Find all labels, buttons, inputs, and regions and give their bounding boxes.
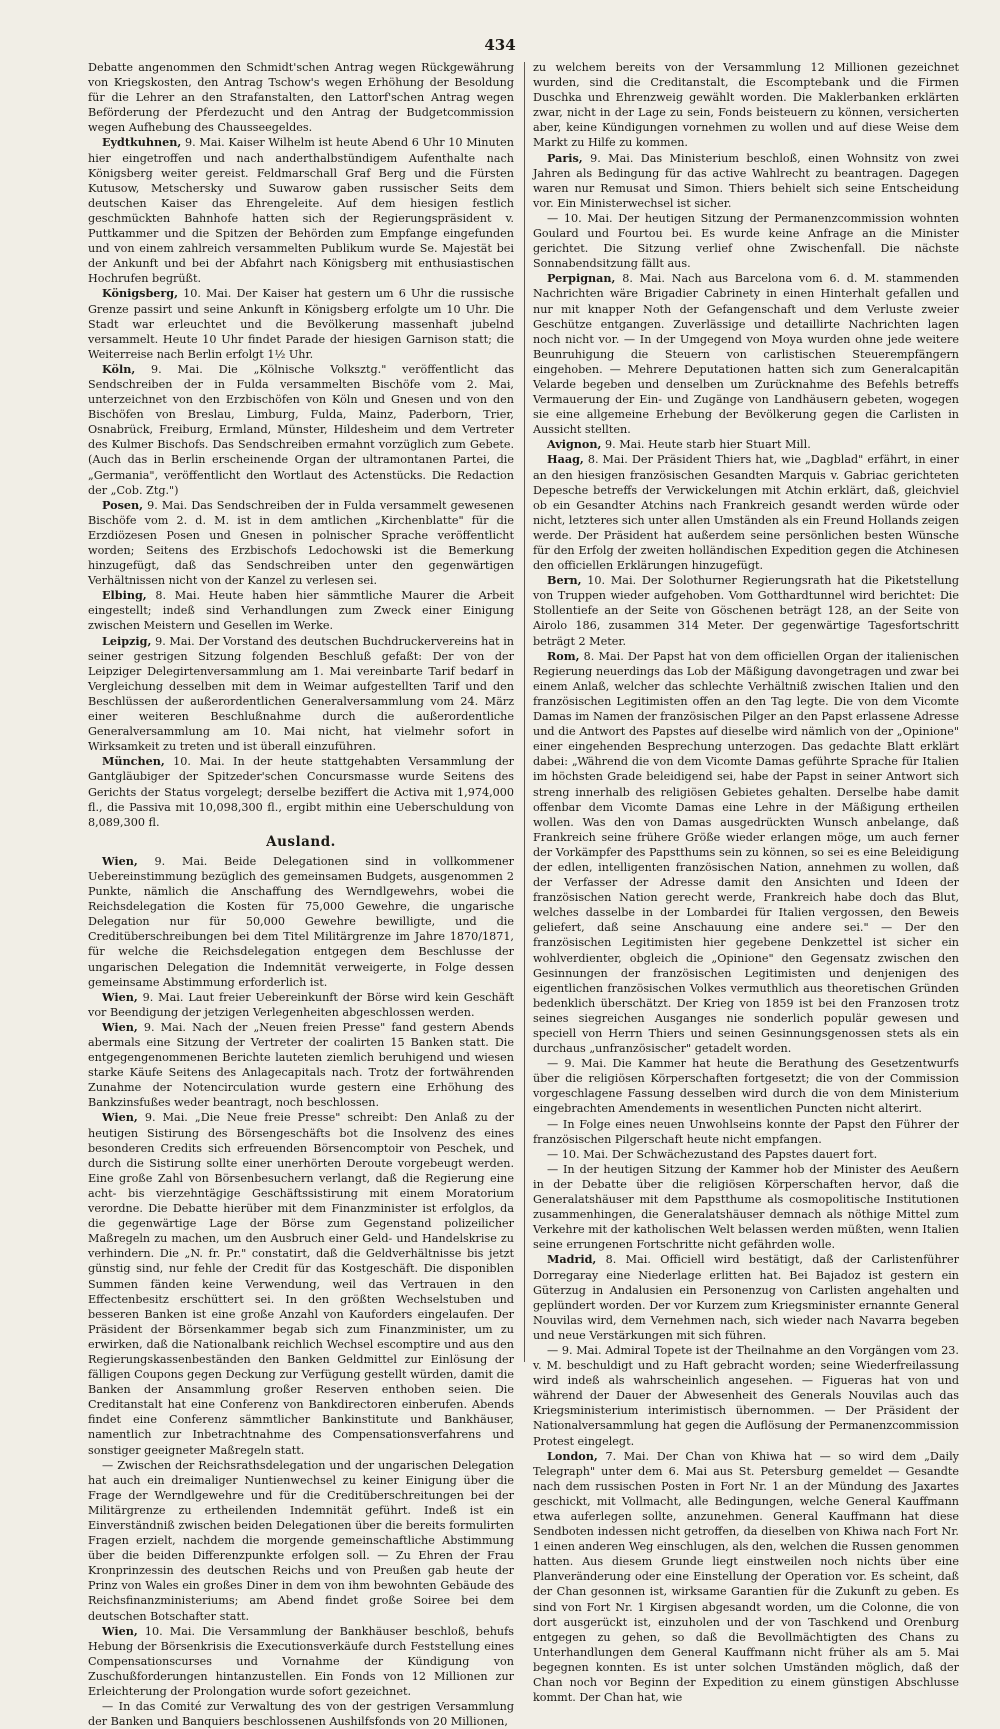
article-paragraph [533, 437, 959, 452]
dateline: Köln, [102, 361, 136, 376]
left-column [88, 60, 515, 1729]
article-paragraph [533, 211, 959, 271]
dateline: München, [102, 754, 165, 769]
article-text: 9. Mai. Laut freier Uebereinkunft der Börse wird kein Geschäft vor Beendigung der jetzigen Verlegenheiten abgeschlossen werden. [88, 990, 514, 1019]
page-number: 434 [484, 36, 516, 54]
article-text: 8. Mai. Officiell wird bestätigt, daß der Carlistenführer Dorregaray eine Niederlage erlitten hat. Bei Bajadoz ist gestern ein Güterzug in Andalusien ein Personenzug von Carlisten angehalten und geplündert worden. Der vor Kurzem zum Kriegsminister ernannte General Nouvilas wird, dem Vernehmen nach, sich wieder nach Navarra begeben und neue Verstärkungen mit sich führen. [533, 1253, 959, 1342]
article-paragraph [533, 452, 959, 573]
article-text: — In der heutigen Sitzung der Kammer hob der Minister des Aeußern in der Debatte über die religiösen Körperschaften hervor, daß die Generalatshäuser mit dem Papstthume als cosmopolitische Institutionen zusammenhingen, die Generalatshäuser demnach als nöthige Mittel zum Verkehre mit der katholischen Welt belassen werden müßten, wenn Italien seine errungenen Fortschritte nicht gefährden wolle. [533, 1162, 959, 1252]
article-paragraph [533, 271, 959, 437]
dateline: Haag, [547, 452, 584, 467]
article-text: Debatte angenommen den Schmidt'schen Antrag wegen Rückgewährung von Kriegskosten, den Antrag Tschow's wegen Erhöhung der Besoldung für die Lehrer an den Strafanstalten, den Lattorf'schen Antrag wegen Beförderung der Pferdezucht und den Antrag der Budgetcommission wegen Aufhebung des Chausseegeldes. [88, 61, 514, 135]
dateline: Bern, [547, 573, 582, 588]
dateline: Eydtkuhnen, [102, 135, 182, 150]
article-paragraph [533, 1252, 959, 1343]
article-paragraph [88, 135, 514, 286]
article-paragraph [533, 1343, 959, 1449]
section-heading: Ausland. [266, 833, 336, 850]
article-text: 10. Mai. In der heute stattgehabten Versammlung der Gantgläubiger der Spitzeder'schen Concursmasse wurde Seitens des Gerichts der Status vorgelegt; derselbe beziffert die Activa mit 1,974,000 fl., die Passiva mit 10,098,300 fl., ergibt mithin eine Ueberschuldung von 8,089,300 fl. [88, 755, 514, 829]
article-text: 8. Mai. Nach aus Barcelona vom 6. d. M. stammenden Nachrichten wäre Brigadier Cabrinety in einen Hinterhalt gefallen und nur mit knapper Noth der Gefangenschaft und dem Verluste zweier Geschütze entgangen. Zuverlässige und detaillirte Nachrichten lagen noch nicht vor. — In der Umgegend von Moya wurden ohne jede weitere Beunruhigung die Steuern von carlistischen Steuerempfängern eingehoben. — Mehrere Deputationen hatten sich zum Generalcapitän Velarde begeben und denselben um Zurücknahme des Befehls betreffs Vermauerung der Ein- und Zugänge von Landhäusern gebeten, wogegen sie eine allgemeine Erhebung der Bevölkerung gegen die Carlisten in Aussicht stellten. [533, 272, 959, 437]
dateline: Wien, [102, 853, 138, 868]
dateline: Wien, [102, 1110, 138, 1125]
article-paragraph [88, 1624, 514, 1699]
article-text: 10. Mai. Die Versammlung der Bankhäuser beschloß, behufs Hebung der Börsenkrisis die Executionsverkäufe durch Feststellung eines Compensationscurses und Vornahme der Kündigung von Zuschußforderungen hintanzustellen. Ein Fonds von 12 Millionen zur Erleichterung der Prolongation wurde sofort gezeichnet. [88, 1624, 514, 1699]
article-paragraph [533, 1056, 959, 1116]
dateline: Paris, [547, 150, 583, 165]
dateline: Avignon, [547, 437, 602, 452]
article-paragraph [88, 1110, 514, 1457]
article-paragraph [533, 1147, 959, 1162]
article-text: 9. Mai. Die „Kölnische Volksztg." veröffentlicht das Sendschreiben der in Fulda versammelten Bischöfe vom 2. Mai, unterzeichnet von den Erzbischöfen von Köln und Gnesen und von den Bischöfen von Breslau, Limburg, Fulda, Mainz, Paderborn, Trier, Osnabrück, Freiburg, Ermland, Münster, Hildesheim und dem Vertreter des Kulmer Bischofs. Das Sendschreiben ermahnt vorzüglich zum Gebete. (Auch das in Berlin erscheinende Organ der ultramontanen Partei, die „Germania", veröffentlicht den Wortlaut des Actenstücks. Die Redaction der „Cob. Ztg.") [88, 362, 514, 497]
article-paragraph [88, 498, 514, 589]
article-paragraph [88, 286, 514, 361]
article-paragraph [88, 362, 514, 498]
article-text: — 9. Mai. Die Kammer hat heute die Berathung des Gesetzentwurfs über die religiösen Körperschaften fortgesetzt; die von der Commission vorgeschlagene Fassung desselben wird durch die von dem Ministerium eingebrachten Amendements in wesentlichen Puncten nicht alterirt. [533, 1057, 959, 1116]
dateline: Posen, [102, 497, 144, 512]
article-text: 9. Mai. Heute starb hier Stuart Mill. [605, 438, 811, 452]
article-text: 9. Mai. „Die Neue freie Presse" schreibt: Den Anlaß zu der heutigen Sistirung des Börsengeschäfts bot die Insolvenz des eines besonderen Credits sich erfreuenden Börsencomptoir von Peschek, und durch die Sistirung sollte einer unerhörten Deroute vorgebeugt werden. Eine große Zahl von Börsenbesuchern verlangt, daß die Regierung eine acht- bis vierzehntägige Geschäftssistirung mit einem Moratorium verordne. Die Debatte hierüber mit dem Finanzminister ist erfolglos, da die gegenwärtige Lage der Börse zum Gegenstand polizeilicher Maßregeln zu machen, um den Ausbruch einer Geld- und Handelskrise zu verhindern. Die „N. fr. Pr." constatirt, daß die Geldverhältnisse bis jetzt günstig sind, nur fehle der Credit für das Kostgeschäft. Die disponiblen Summen fänden keine Verwendung, weil das Vertrauen in den Effectenbesitz erschüttert sei. In den größten Wechselstuben und besseren Banken ist eine große Anzahl von Kauforders eingelaufen. Der Präsident der Börsenkammer begab sich zum Finanzminister, um zu erwirken, daß die Nationalbank reichlich Wechsel escomptire und aus den Regierungskassenbeständen den Banken Geldmittel zur Einlösung der fälligen Coupons gegen Deckung zur Verfügung gestellt würden, damit die Banken der Ansammlung großer Reserven enthoben seien. Die Creditanstalt hat eine Conferenz von Bankdirectoren einberufen. Abends findet eine Conferenz sämmtlicher Bankinstitute und Bankhäuser, namentlich zur Inbetrachtnahme des Compensationsverfahrens und sonstiger geeigneter Maßregeln statt. [88, 1111, 514, 1457]
article-text: 10. Mai. Der Kaiser hat gestern um 6 Uhr die russische Grenze passirt und seine Ankunft in Königsberg erfolgte um 10 Uhr. Die Stadt war erleuchtet und die Bevölkerung massenhaft jubelnd versammelt. Heute 10 Uhr findet Parade der hiesigen Garnison statt; die Weiterreise nach Berlin erfolgt 1½ Uhr. [88, 287, 515, 361]
right-column [533, 60, 960, 1705]
article-paragraph [88, 1020, 514, 1111]
article-paragraph [533, 649, 959, 1057]
article-text: 9. Mai. Das Ministerium beschloß, einen Wohnsitz von zwei Jahren als Bedingung für das active Wahlrecht zu beantragen. Dagegen waren nur Remusat und Simon. Thiers behielt sich seine Entscheidung vor. Ein Ministerwechsel ist sicher. [533, 151, 959, 210]
article-paragraph [88, 634, 514, 755]
article-text: 9. Mai. Nach der „Neuen freien Presse" fand gestern Abends abermals eine Sitzung der Vertreter der coalirten 15 Banken statt. Die entgegengenommenen Berichte lauteten ziemlich beruhigend und wiesen starke Käufe Seitens des Anlagecapitals nach. Trotz der fortwährenden Zunahme der Notencirculation wurde gestern eine Erhöhung des Bankzinsfußes weder beantragt, noch beschlossen. [88, 1020, 514, 1110]
article-text: 9. Mai. Das Sendschreiben der in Fulda versammelt gewesenen Bischöfe vom 2. d. M. ist in dem amtlichen „Kirchenblatte" für die Erzdiözesen Posen und Gnesen in polnischer Sprache veröffentlicht worden; Seitens des Erzbischofs Ledochowski ist die Bemerkung hinzugefügt, daß das Sendschreiben unter den gegenwärtigen Verhältnissen nicht von der Kanzel zu verlesen sei. [88, 498, 514, 588]
article-text: 9. Mai. Beide Delegationen sind in vollkommener Uebereinstimmung bezüglich des gemeinsamen Budgets, ausgenommen 2 Punkte, nämlich die Anschaffung des Werndlgewehrs, wobei die Reichsdelegation die Kosten für 75,000 Gewehre, die ungarische Delegation nur für 50,000 Gewehre bewilligte, und die Creditüberschreibungen bei dem Titel Militärgrenze im Jahre 1870/1871, für welche die Reichsdelegation entgegen dem Beschlusse der ungarischen Delegation die Indemnität verweigerte, in Folge dessen gemeinsame Abstimmung erforderlich ist. [88, 854, 514, 989]
dateline: Wien, [102, 1623, 138, 1638]
article-paragraph [533, 60, 959, 151]
article-text: 8. Mai. Der Präsident Thiers hat, wie „Dagblad" erfährt, in einer an den hiesigen französischen Gesandten Marquis v. Gabriac gerichteten Depesche betreffs der Verwickelungen mit Atchin erklärt, daß, gleichviel ob ein Gesandter Atchins nach Frankreich gesandt werden würde oder nicht, letzteres sich unter allen Umständen als ein Freund Hollands zeigen werde. Der Präsident hat außerdem seine persönlichen besten Wünsche für den Erfolg der zweiten holländischen Expedition gegen die Atchinesen den officiellen Erklärungen hinzugefügt. [533, 453, 959, 573]
article-paragraph [533, 573, 959, 648]
article-text: 9. Mai. Der Vorstand des deutschen Buchdruckervereins hat in seiner gestrigen Sitzung folgenden Beschluß gefaßt: Der von der Leipziger Delegirtenversammlung am 1. Mai vereinbarte Tarif bedarf in Vergleichung desselben mit dem in Weimar aufgestellten Tarif und den Beschlüssen der außerordentlichen Generalversammlung vom 24. März einer weiteren Beschlußnahme durch die außerordentliche Generalversammlung am 10. Mai nicht, hat vielmehr sofort in Wirksamkeit zu treten und ist überall einzuführen. [88, 634, 514, 754]
dateline: Wien, [102, 989, 138, 1004]
article-text: zu welchem bereits von der Versammlung 12 Millionen gezeichnet wurden, sind die Creditanstalt, die Escomptebank und die Firmen Duschka und Ehrenzweig gewählt worden. Die Maklerbanken erklärten zwar, nicht in der Lage zu sein, Fonds beisteuern zu können, versicherten aber, keine Kündigungen vornehmen zu wollen und auf diese Weise dem Markt zu Hilfe zu kommen. [533, 61, 959, 150]
dateline: Wien, [102, 1019, 138, 1034]
dateline: Elbing, [102, 588, 147, 603]
article-text: — Zwischen der Reichsrathsdelegation und der ungarischen Delegation hat auch ein dreimaliger Nuntienwechsel zu keiner Einigung über die Frage der Werndlgewehre und für die Creditüberschreitungen bei der Militärgrenze zu ertheilenden Indemnität geführt. Indeß ist ein Einverständniß zwischen beiden Delegationen über die bereits formulirten Fragen erzielt, nachdem die morgende gemeinschaftliche Abstimmung über die beiden Differenzpunkte erfolgen soll. — Zu Ehren der Frau Kronprinzessin des deutschen Reichs und von Preußen gab heute der Prinz von Wales ein großes Diner in dem von ihm bewohnten Gebäude des Reichsfinanzministeriums; am Abend findet große Soiree bei dem deutschen Botschafter statt. [88, 1458, 514, 1623]
article-text: — 9. Mai. Admiral Topete ist der Theilnahme an den Vorgängen vom 23. v. M. beschuldigt und zu Haft gebracht worden; seine Wiederfreilassung wird indeß als wahrscheinlich angesehen. — Figueras hat von und während der Dauer der Abwesenheit des Generals Nouvilas auch das Kriegsministerium interimistisch übernommen. — Der Präsident der Nationalversammlung hat gegen die Auflösung der Permanenzcommission Protest eingelegt. [533, 1343, 959, 1448]
dateline: Königsberg, [102, 286, 178, 301]
article-paragraph [533, 151, 959, 211]
article-paragraph [88, 990, 514, 1020]
article-paragraph [533, 1162, 959, 1253]
article-paragraph [88, 60, 514, 135]
article-text: — In das Comité zur Verwaltung des von der gestrigen Versammlung der Banken und Banquiers beschlossenen Aushilfsfonds von 20 Millionen, [88, 1700, 514, 1729]
article-text: 9. Mai. Kaiser Wilhelm ist heute Abend 6 Uhr 10 Minuten hier eingetroffen und nach anderthalbstündigem Aufenthalte nach Königsberg weiter gereist. Feldmarschall Graf Berg und die Fürsten Kutusow, Metschersky und Suwarow gaben russischer Seits dem deutschen Kaiser das Ehrengeleite. Auf dem hiesigen festlich geschmückten Bahnhofe hatten sich der Regierungspräsident v. Puttkammer und die Spitzen der Behörden zum Empfange eingefunden und von einem zahlreich versammelten Publikum wurde Se. Majestät bei der Ankunft und bei der Abfahrt nach Königsberg mit enthusiastischen Hochrufen begrüßt. [88, 136, 514, 286]
dateline: Madrid, [547, 1252, 597, 1267]
article-paragraph [533, 1117, 959, 1147]
article-text: — 10. Mai. Der Schwächezustand des Papstes dauert fort. [547, 1147, 878, 1161]
article-paragraph [88, 854, 514, 990]
article-text: 10. Mai. Der Solothurner Regierungsrath hat die Piketstellung von Truppen wieder aufgehoben. Vom Gotthardtunnel wird berichtet: Die Stollentiefe an der Seite von Göschenen beträgt 128, an der Seite von Airolo 186, zusammen 314 Meter. Der gegenwärtige Tagesfortschritt beträgt 2 Meter. [533, 574, 959, 648]
dateline: Leipzig, [102, 633, 152, 648]
article-paragraph [88, 1458, 514, 1624]
article-paragraph [88, 588, 514, 633]
article-text: 7. Mai. Der Chan von Khiwa hat — so wird dem „Daily Telegraph" unter dem 6. Mai aus St. Petersburg gemeldet — Gesandte nach dem russischen Posten in Fort Nr. 1 an der Mündung des Jaxartes geschickt, mit Vollmacht, alle Bedingungen, welche General Kauffmann etwa auferlegen sollte, anzunehmen. General Kauffmann hat diese Sendboten indessen nicht getroffen, da dieselben von Khiwa nach Fort Nr. 1 einen anderen Weg einschlugen, als den, welchen die Russen genommen hatten. Aus diesem Grunde liegt einstweilen noch nichts über eine Planveränderung oder eine Einstellung der Operation vor. Es scheint, daß der Chan gesonnen ist, wirksame Garantien für die Zukunft zu geben. Es sind von Fort Nr. 1 Kirgisen abgesandt worden, um die Colonne, die von dort ausgerückt ist, einzuholen und der von Taschkend und Orenburg entgegen zu gehen, so daß die Bevollmächtigten des Chans zu Unterhandlungen dem General Kauffmann nicht früher als am 5. Mai begegnen konnten. Es ist unter solchen Umständen möglich, daß der Chan noch vor Beginn der Expedition zu einem günstigen Abschlusse kommt. Der Chan hat, wie [533, 1449, 959, 1705]
article-text: — In Folge eines neuen Unwohlseins konnte der Papst den Führer der französischen Pilgerschaft heute nicht empfangen. [533, 1117, 959, 1146]
dateline: Perpignan, [547, 271, 616, 286]
article-text: — 10. Mai. Der heutigen Sitzung der Permanenzcommission wohnten Goulard und Fourtou bei. Es wurde keine Anfrage an die Minister gerichtet. Die Sitzung verlief ohne Zwischenfall. Die nächste Sonnabendsitzung fällt aus. [533, 211, 959, 271]
article-paragraph [88, 754, 514, 829]
article-text: 8. Mai. Der Papst hat von dem officiellen Organ der italienischen Regierung neuerdings das Lob der Mäßigung davongetragen und zwar bei einem Anlaß, welcher das schlechte Verhältniß zwischen Italien und den französischen Legitimisten offen an den Tag legte. Die von dem Vicomte Damas im Namen der französischen Pilger an den Papst erlassene Adresse und die Antwort des Papstes auf dieselbe wird nämlich von der „Opinione" einer eingehenden Besprechung unterzogen. Das gedachte Blatt erklärt dabei: „Während die von dem Vicomte Damas geführte Sprache für Italien im höchsten Grade beleidigend sei, habe der Papst in seiner Antwort sich streng innerhalb des religiösen Gebietes gehalten. Derselbe habe damit offenbar dem Vicomte Damas eine Lehre in der Mäßigung ertheilen wollen. Was den von Damas ausgedrückten Wunsch anbelange, daß Frankreich seine frühere Größe wieder erlangen möge, um auch ferner der Vorkämpfer des Papstthums sein zu können, so sei es eine Beleidigung der edlen, intelligenten französischen Nation, annehmen zu wollen, daß der Verfasser der Adresse damit den Ansichten und Ideen der französischen Nation gerecht werde, Frankreich habe doch das Blut, welches dasselbe in der Lombardei für Italien vergossen, den Beweis geliefert, daß seine Anschauung eine andere sei." — Der den französischen Legitimisten hier gegebene Denkzettel ist sicher ein wohlverdienter, obgleich die „Opinione" den Gegensatz zwischen den Gesinnungen der französischen Legitimisten und denjenigen des eigentlichen französischen Volkes vermuthlich aus theoretischen Gründen bedenklich überschätzt. Der Krieg von 1859 ist bei den Franzosen trotz seines siegreichen Ausganges nie sonderlich populär gewesen und speciell von Herrn Thiers und seinen Gesinnungsgenossen stets als ein durchaus „unfranzösischer" getadelt worden. [533, 649, 960, 1056]
column-divider [524, 62, 525, 1362]
article-paragraph [533, 1449, 959, 1706]
dateline: London, [547, 1448, 598, 1463]
article-text: 8. Mai. Heute haben hier sämmtliche Maurer die Arbeit eingestellt; indeß sind Verhandlungen zum Zweck einer Einigung zwischen Meistern und Gesellen im Werke. [88, 589, 515, 633]
dateline: Rom, [547, 648, 580, 663]
article-paragraph [88, 1699, 514, 1729]
